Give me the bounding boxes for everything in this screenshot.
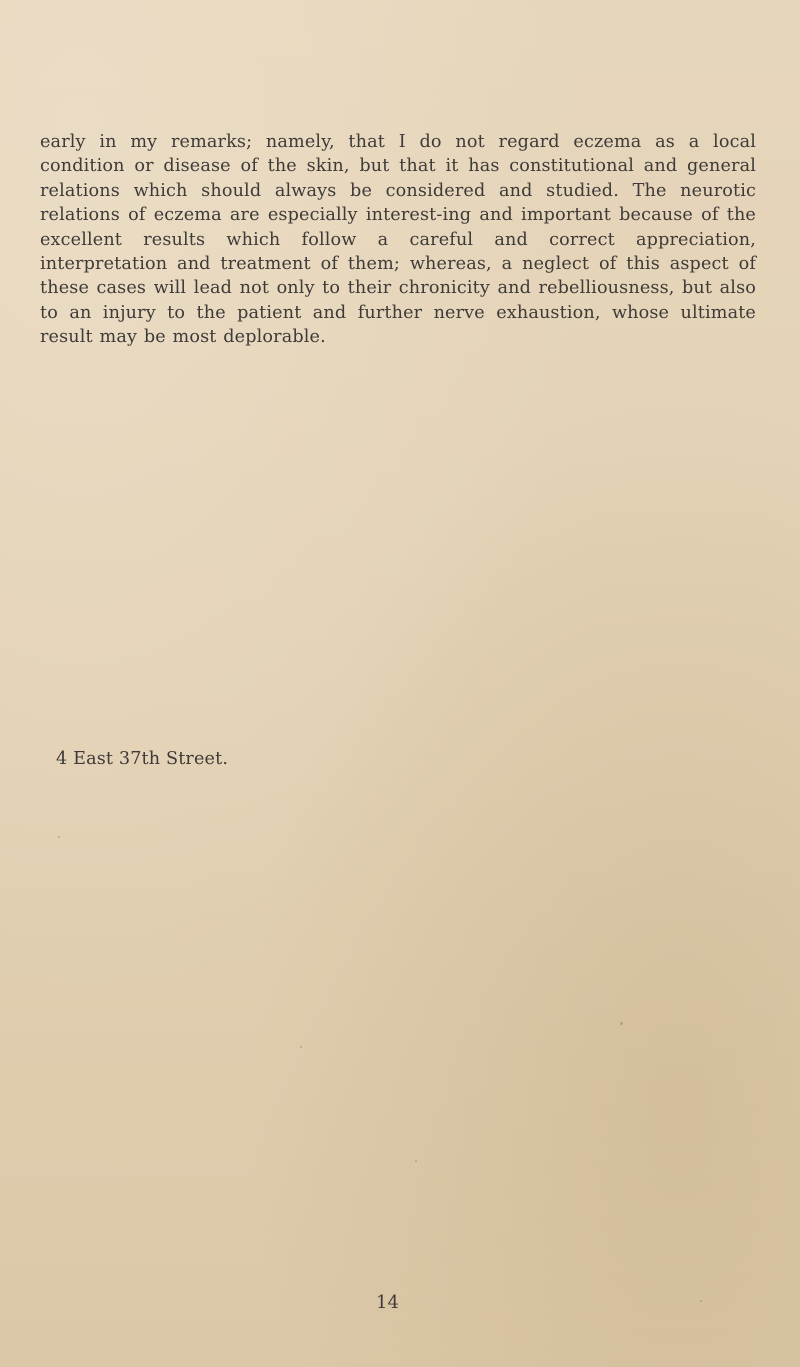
paper-speck — [415, 1160, 417, 1162]
author-address: 4 East 37th Street. — [56, 749, 229, 769]
paper-speck — [700, 1300, 702, 1302]
paper-speck — [300, 1046, 302, 1048]
paper-speck — [58, 836, 60, 838]
page-number: 14 — [376, 1292, 399, 1313]
paper-speck — [620, 1022, 623, 1025]
body-paragraph: early in my remarks; namely, that I do not regard eczema as a local condition or disease of the skin, but that it has constitutional and general relations which should always be considered and studied. The neurotic relations of eczema are especially interest-ing and important because of the excellent results which follow a careful and correct appreciation, interpretation and treatment of them; whereas, a neglect of this aspect of these cases will lead not only to their chronicity and rebelliousness, but also to an injury to the patient and further nerve exhaustion, whose ultimate result may be most deplorable. — [40, 132, 756, 348]
